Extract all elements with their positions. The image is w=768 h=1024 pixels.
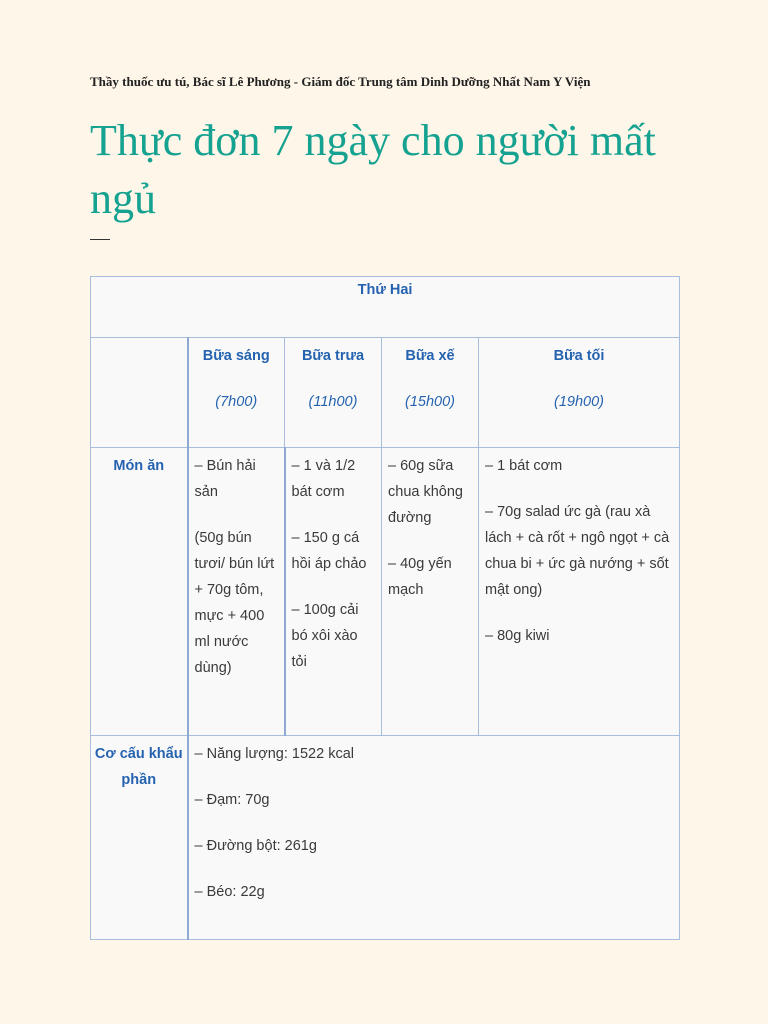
meal-header-breakfast (188, 338, 285, 448)
nutrition-item: – Năng lượng: 1522 kcal (194, 746, 354, 762)
food-item: – 40g yến mạch (388, 556, 452, 598)
meal-header-lunch (285, 338, 382, 448)
food-label: Món ăn (91, 448, 188, 736)
food-item: – Bún hải sản (194, 458, 256, 500)
nutrition-label: Cơ cấu khẩu phần (91, 736, 188, 940)
food-item: – 1 bát cơm (485, 458, 563, 474)
day-title: Thứ Hai (91, 277, 680, 338)
food-item: – 100g cải bó xôi xào tỏi (291, 602, 359, 670)
meal-header-row (91, 338, 680, 448)
dinner-food (479, 448, 680, 736)
empty-header-cell (91, 338, 188, 448)
meal-time: (11h00) (308, 394, 358, 410)
nutrition-values (188, 736, 680, 940)
breakfast-food (188, 448, 285, 736)
lunch-food (285, 448, 382, 736)
food-item: (50g bún tươi/ bún lứt + 70g tôm, mực + 400 ml nước dùng) (194, 530, 275, 676)
meal-plan-table (90, 276, 680, 940)
meal-header-snack (382, 338, 479, 448)
meal-name: Bữa xế (405, 348, 455, 364)
food-item: – 1 và 1/2 bát cơm (291, 458, 356, 500)
meal-name: Bữa sáng (202, 348, 270, 364)
page-title: Thực đơn 7 ngày cho người mất ngủ (90, 116, 656, 223)
meal-time: (15h00) (405, 394, 455, 410)
day-header-row (91, 277, 680, 338)
meal-header-dinner (479, 338, 680, 448)
food-item: – 60g sữa chua không đường (388, 458, 463, 526)
nutrition-item: – Đường bột: 261g (194, 838, 317, 854)
food-item: – 80g kiwi (485, 628, 550, 644)
nutrition-row (91, 736, 680, 940)
food-item: – 70g salad ức gà (rau xà lách + cà rốt + ngô ngọt + cà chua bi + ức gà nướng + sốt mật ong) (485, 504, 670, 598)
food-row (91, 448, 680, 736)
meal-name: Bữa trưa (301, 348, 365, 364)
meal-time: (7h00) (215, 394, 258, 410)
author-byline: Thầy thuốc ưu tú, Bác sĩ Lê Phương - Giám đốc Trung tâm Dinh Dưỡng Nhất Nam Y Viện (90, 74, 591, 89)
meal-name: Bữa tối (553, 348, 605, 364)
nutrition-item: – Đạm: 70g (194, 792, 270, 808)
food-item: – 150 g cá hồi áp chảo (291, 530, 367, 572)
title-divider (90, 239, 110, 240)
snack-food (382, 448, 479, 736)
nutrition-item: – Béo: 22g (194, 884, 265, 900)
meal-time: (19h00) (554, 394, 604, 410)
